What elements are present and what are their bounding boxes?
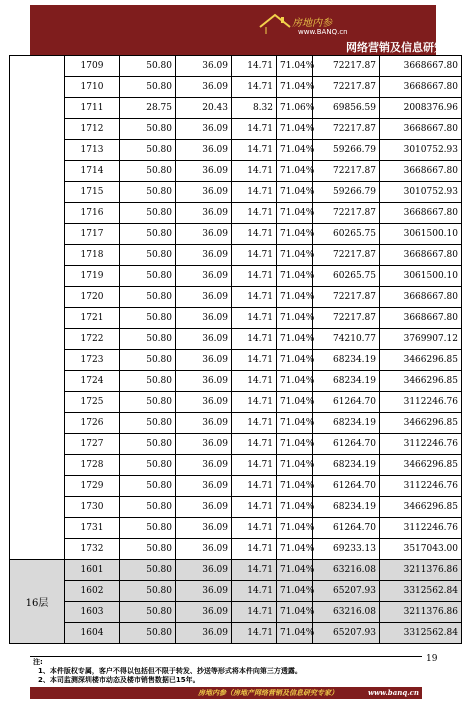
table-cell: 50.80	[120, 77, 176, 98]
table-cell: 71.04%	[277, 119, 313, 140]
table-cell: 3668667.80	[380, 77, 462, 98]
table-cell: 36.09	[176, 413, 232, 434]
table-cell: 50.80	[120, 455, 176, 476]
table-cell: 1714	[65, 161, 120, 182]
table-cell: 71.04%	[277, 413, 313, 434]
table-cell: 14.71	[232, 434, 277, 455]
table-cell: 3668667.80	[380, 203, 462, 224]
table-cell: 14.71	[232, 140, 277, 161]
table-cell: 50.80	[120, 329, 176, 350]
table-cell: 71.04%	[277, 371, 313, 392]
footer-brand: 房地内参（房地产网络营销及信息研究专家）	[198, 688, 338, 697]
table-cell: 71.04%	[277, 539, 313, 560]
table-row	[10, 329, 462, 350]
table-cell: 1726	[65, 413, 120, 434]
table-cell: 71.04%	[277, 581, 313, 602]
table-cell: 50.80	[120, 245, 176, 266]
table-cell: 71.04%	[277, 140, 313, 161]
table-row	[10, 413, 462, 434]
table-cell: 61264.70	[313, 434, 380, 455]
table-row	[10, 623, 462, 644]
table-cell: 71.04%	[277, 161, 313, 182]
table-row	[10, 560, 462, 581]
table-cell: 69233.13	[313, 539, 380, 560]
table-cell: 3668667.80	[380, 56, 462, 77]
table-cell: 71.04%	[277, 77, 313, 98]
table-cell: 1719	[65, 266, 120, 287]
table-cell: 14.71	[232, 455, 277, 476]
table-cell: 50.80	[120, 518, 176, 539]
table-cell: 3211376.86	[380, 560, 462, 581]
table-cell: 71.04%	[277, 476, 313, 497]
table-cell: 36.09	[176, 434, 232, 455]
table-row	[10, 308, 462, 329]
note-line-1: 1、本件版权专属，客户不得以包括但不限于转发、抄送等形式将本件向第三方透露。	[38, 667, 302, 675]
table-cell: 14.71	[232, 119, 277, 140]
table-cell: 14.71	[232, 476, 277, 497]
page-number: 19	[426, 654, 438, 664]
table-cell: 1732	[65, 539, 120, 560]
table-cell: 36.09	[176, 77, 232, 98]
table-cell: 1730	[65, 497, 120, 518]
table-row	[10, 161, 462, 182]
table-cell: 36.09	[176, 182, 232, 203]
header-title: 网络营销及信息研究专家	[346, 41, 467, 54]
table-cell: 50.80	[120, 392, 176, 413]
table-cell: 68234.19	[313, 371, 380, 392]
table-cell: 71.04%	[277, 623, 313, 644]
table-cell: 3466296.85	[380, 455, 462, 476]
table-cell: 14.71	[232, 539, 277, 560]
table-cell: 1728	[65, 455, 120, 476]
table-cell: 3769907.12	[380, 329, 462, 350]
table-cell: 14.71	[232, 518, 277, 539]
table-cell: 3112246.76	[380, 476, 462, 497]
table-cell: 72217.87	[313, 56, 380, 77]
table-cell: 68234.19	[313, 455, 380, 476]
table-cell: 72217.87	[313, 161, 380, 182]
table-row	[10, 518, 462, 539]
table-row	[10, 392, 462, 413]
table-row	[10, 56, 462, 77]
table-cell: 36.09	[176, 350, 232, 371]
table-cell: 68234.19	[313, 413, 380, 434]
table-cell: 59266.79	[313, 182, 380, 203]
table-cell: 3061500.10	[380, 224, 462, 245]
table-row	[10, 497, 462, 518]
table-cell: 14.71	[232, 413, 277, 434]
table-cell: 3061500.10	[380, 266, 462, 287]
table-cell: 74210.77	[313, 329, 380, 350]
note-line-2: 2、本司监测深圳楼市动态及楼市销售数据已15年。	[38, 676, 200, 684]
table-cell: 1710	[65, 77, 120, 98]
table-cell: 3466296.85	[380, 497, 462, 518]
table-row	[10, 434, 462, 455]
table-cell: 68234.19	[313, 497, 380, 518]
table-cell: 36.09	[176, 203, 232, 224]
table-cell: 1729	[65, 476, 120, 497]
table-cell: 20.43	[176, 98, 232, 119]
table-cell: 65207.93	[313, 623, 380, 644]
table-cell: 36.09	[176, 623, 232, 644]
table-cell: 71.04%	[277, 434, 313, 455]
table-cell: 14.71	[232, 560, 277, 581]
table-cell: 71.04%	[277, 287, 313, 308]
table-cell: 36.09	[176, 119, 232, 140]
table-cell: 72217.87	[313, 203, 380, 224]
table-cell: 50.80	[120, 119, 176, 140]
table-cell: 1720	[65, 287, 120, 308]
table-cell: 1731	[65, 518, 120, 539]
table-cell: 71.04%	[277, 182, 313, 203]
table-cell: 71.04%	[277, 329, 313, 350]
table-cell: 36.09	[176, 266, 232, 287]
table-cell: 69856.59	[313, 98, 380, 119]
table-cell: 1603	[65, 602, 120, 623]
table-cell: 50.80	[120, 623, 176, 644]
table-cell: 72217.87	[313, 245, 380, 266]
table-cell: 63216.08	[313, 602, 380, 623]
house-roof-icon	[258, 13, 292, 35]
table-cell: 1712	[65, 119, 120, 140]
table-cell: 14.71	[232, 392, 277, 413]
table-cell: 71.04%	[277, 308, 313, 329]
table-cell: 72217.87	[313, 119, 380, 140]
table-cell: 3112246.76	[380, 434, 462, 455]
table-cell: 71.04%	[277, 224, 313, 245]
table-cell: 3112246.76	[380, 518, 462, 539]
table-cell: 50.80	[120, 413, 176, 434]
table-cell: 14.71	[232, 203, 277, 224]
table-cell: 3668667.80	[380, 161, 462, 182]
table-cell: 3211376.86	[380, 602, 462, 623]
table-cell: 60265.75	[313, 266, 380, 287]
table-cell: 1716	[65, 203, 120, 224]
table-cell: 14.71	[232, 266, 277, 287]
table-cell: 3466296.85	[380, 371, 462, 392]
table-row	[10, 119, 462, 140]
table-cell: 1715	[65, 182, 120, 203]
table-row	[10, 539, 462, 560]
table-cell: 3466296.85	[380, 413, 462, 434]
table-cell: 59266.79	[313, 140, 380, 161]
table-cell: 50.80	[120, 266, 176, 287]
table-cell: 14.71	[232, 581, 277, 602]
table-cell: 36.09	[176, 581, 232, 602]
notes-heading: 注:	[33, 658, 43, 666]
table-cell: 14.71	[232, 161, 277, 182]
table-cell: 50.80	[120, 140, 176, 161]
table-row	[10, 224, 462, 245]
table-cell: 71.04%	[277, 560, 313, 581]
table-cell: 1727	[65, 434, 120, 455]
table-cell: 14.71	[232, 497, 277, 518]
table-row	[10, 602, 462, 623]
table-row	[10, 98, 462, 119]
table-cell: 36.09	[176, 224, 232, 245]
table-cell: 3517043.00	[380, 539, 462, 560]
table-cell: 14.71	[232, 287, 277, 308]
table-cell: 61264.70	[313, 476, 380, 497]
table-cell: 36.09	[176, 602, 232, 623]
table-cell: 3668667.80	[380, 119, 462, 140]
table-cell: 36.09	[176, 518, 232, 539]
header-banner	[30, 5, 467, 55]
table-cell: 1601	[65, 560, 120, 581]
table-cell: 50.80	[120, 308, 176, 329]
table-section-b	[10, 560, 462, 644]
table-cell: 1725	[65, 392, 120, 413]
table-row	[10, 182, 462, 203]
table-cell: 36.09	[176, 476, 232, 497]
table-row	[10, 203, 462, 224]
table-cell: 50.80	[120, 350, 176, 371]
table-cell: 50.80	[120, 497, 176, 518]
table-row	[10, 350, 462, 371]
table-cell: 71.04%	[277, 497, 313, 518]
table-cell: 3668667.80	[380, 308, 462, 329]
table-cell: 1602	[65, 581, 120, 602]
table-cell: 50.80	[120, 287, 176, 308]
table-cell: 14.71	[232, 623, 277, 644]
table-cell: 3312562.84	[380, 623, 462, 644]
table-cell: 71.04%	[277, 392, 313, 413]
table-cell: 1713	[65, 140, 120, 161]
table-cell: 71.04%	[277, 602, 313, 623]
table-cell: 50.80	[120, 539, 176, 560]
floor-label	[10, 56, 65, 560]
table-cell: 3112246.76	[380, 392, 462, 413]
footer-url: www.banq.cn	[368, 688, 420, 697]
table-row	[10, 245, 462, 266]
table-cell: 71.04%	[277, 56, 313, 77]
logo-url: www.BANQ.cn	[298, 28, 348, 36]
table-cell: 36.09	[176, 245, 232, 266]
table-cell: 14.71	[232, 329, 277, 350]
table-cell: 1718	[65, 245, 120, 266]
table-cell: 36.09	[176, 287, 232, 308]
table-row	[10, 371, 462, 392]
table-cell: 1721	[65, 308, 120, 329]
notes-box	[30, 656, 422, 690]
table-cell: 72217.87	[313, 308, 380, 329]
table-cell: 1722	[65, 329, 120, 350]
table-cell: 1717	[65, 224, 120, 245]
table-cell: 36.09	[176, 140, 232, 161]
table-cell: 71.04%	[277, 266, 313, 287]
table-cell: 71.04%	[277, 518, 313, 539]
table-cell: 3312562.84	[380, 581, 462, 602]
table-cell: 14.71	[232, 350, 277, 371]
table-cell: 36.09	[176, 371, 232, 392]
table-cell: 36.09	[176, 161, 232, 182]
price-table	[9, 55, 462, 644]
table-cell: 8.32	[232, 98, 277, 119]
table-cell: 63216.08	[313, 560, 380, 581]
floor-label: 16层	[10, 560, 65, 644]
table-row	[10, 287, 462, 308]
table-cell: 14.71	[232, 56, 277, 77]
table-cell: 72217.87	[313, 287, 380, 308]
table-cell: 36.09	[176, 539, 232, 560]
table-row	[10, 455, 462, 476]
table-cell: 1723	[65, 350, 120, 371]
table-cell: 14.71	[232, 371, 277, 392]
table-cell: 71.04%	[277, 455, 313, 476]
table-cell: 61264.70	[313, 518, 380, 539]
table-cell: 14.71	[232, 77, 277, 98]
table-cell: 1711	[65, 98, 120, 119]
table-cell: 71.04%	[277, 203, 313, 224]
table-cell: 1709	[65, 56, 120, 77]
table-cell: 36.09	[176, 560, 232, 581]
table-cell: 3668667.80	[380, 245, 462, 266]
table-cell: 36.09	[176, 329, 232, 350]
table-cell: 50.80	[120, 161, 176, 182]
table-cell: 50.80	[120, 476, 176, 497]
table-cell: 36.09	[176, 56, 232, 77]
table-cell: 71.06%	[277, 98, 313, 119]
table-cell: 60265.75	[313, 224, 380, 245]
table-cell: 71.04%	[277, 245, 313, 266]
table-cell: 50.80	[120, 581, 176, 602]
table-cell: 50.80	[120, 182, 176, 203]
table-cell: 50.80	[120, 224, 176, 245]
table-row	[10, 476, 462, 497]
table-cell: 72217.87	[313, 77, 380, 98]
table-cell: 28.75	[120, 98, 176, 119]
table-cell: 50.80	[120, 203, 176, 224]
table-cell: 36.09	[176, 497, 232, 518]
table-cell: 3010752.93	[380, 182, 462, 203]
table-cell: 36.09	[176, 455, 232, 476]
table-cell: 71.04%	[277, 350, 313, 371]
table-cell: 3668667.80	[380, 287, 462, 308]
table-cell: 14.71	[232, 308, 277, 329]
table-cell: 3010752.93	[380, 140, 462, 161]
table-cell: 50.80	[120, 434, 176, 455]
table-cell: 50.80	[120, 56, 176, 77]
table-cell: 14.71	[232, 182, 277, 203]
table-cell: 2008376.96	[380, 98, 462, 119]
table-cell: 50.80	[120, 560, 176, 581]
table-section-a	[10, 56, 462, 560]
table-cell: 14.71	[232, 245, 277, 266]
table-cell: 50.80	[120, 602, 176, 623]
table-cell: 50.80	[120, 371, 176, 392]
table-row	[10, 266, 462, 287]
table-cell: 3466296.85	[380, 350, 462, 371]
table-cell: 1724	[65, 371, 120, 392]
table-cell: 14.71	[232, 224, 277, 245]
table-cell: 68234.19	[313, 350, 380, 371]
table-cell: 1604	[65, 623, 120, 644]
table-cell: 36.09	[176, 392, 232, 413]
table-cell: 65207.93	[313, 581, 380, 602]
logo-text: 房地内参	[292, 18, 332, 29]
table-cell: 61264.70	[313, 392, 380, 413]
footer-banner	[30, 687, 422, 699]
table-cell: 36.09	[176, 308, 232, 329]
table-row	[10, 77, 462, 98]
table-cell: 14.71	[232, 602, 277, 623]
table-row	[10, 140, 462, 161]
table-row	[10, 581, 462, 602]
